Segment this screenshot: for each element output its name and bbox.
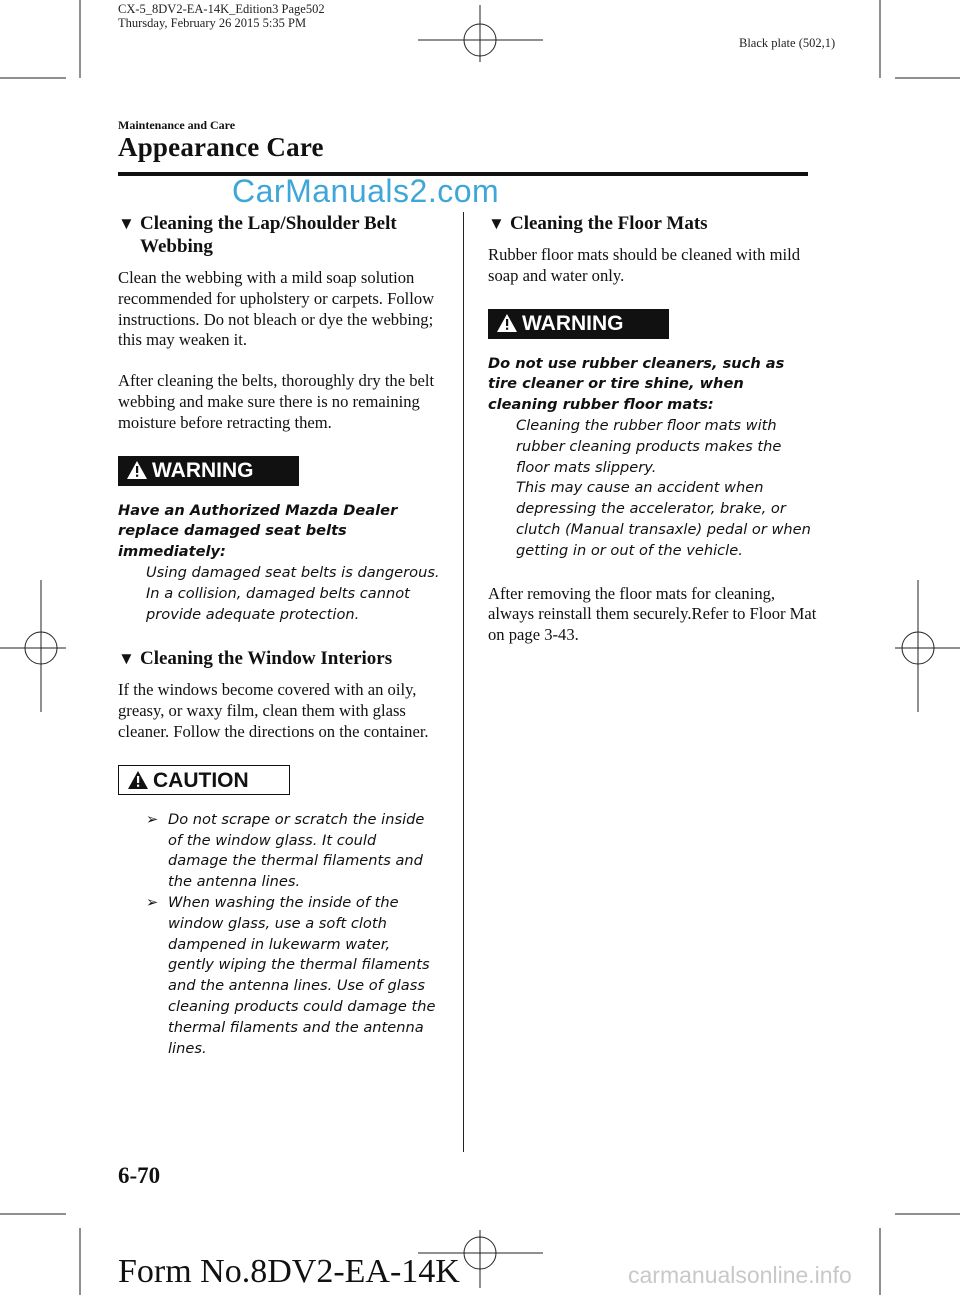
triangle-marker-icon: ▼ xyxy=(118,214,135,233)
form-number: Form No.8DV2-EA-14K xyxy=(118,1253,460,1290)
print-file-line: CX-5_8DV2-EA-14K_Edition3 Page502 xyxy=(118,2,325,16)
belt-warning-bold: Have an Authorized Mazda Dealer replace damaged seat belts immediately: xyxy=(118,501,398,561)
belt-warning-body: Using damaged seat belts is dangerous. In a collision, damaged belts cannot provide adequate protection. xyxy=(146,563,440,623)
mats-warning-body-2: This may cause an accident when depressing the accelerator, brake, or clutch (Manual transaxle) pedal or when getting in or out of the vehicle. xyxy=(516,479,811,559)
belt-paragraph-1: Clean the webbing with a mild soap solution recommended for upholstery or carpets. Follow instructions. Do not bleach or dye the webbing; this may weaken it. xyxy=(118,268,435,350)
caution-bullet-2: ➢ When washing the inside of the window glass, use a soft cloth dampened in lukewarm water, gently wiping the thermal filaments and the antenna lines. Use of glass cleaning products could damage the thermal filaments and the antenna lines. xyxy=(146,893,436,1057)
print-plate: Black plate (502,1) xyxy=(739,36,836,50)
arrow-bullet-icon: ➢ xyxy=(146,893,159,911)
warning-label: WARNING xyxy=(152,458,254,482)
caution-label: CAUTION xyxy=(153,768,249,792)
column-divider xyxy=(463,212,464,1152)
caution-badge xyxy=(118,765,290,795)
warning-badge xyxy=(118,456,299,486)
triangle-marker-icon: ▼ xyxy=(488,214,505,233)
caution-bullet-1: ➢ Do not scrape or scratch the inside of the window glass. It could damage the thermal filaments and the antenna lines. xyxy=(146,810,425,891)
window-heading xyxy=(118,647,440,670)
warning-label: WARNING xyxy=(522,311,624,335)
mats-paragraph-1: Rubber floor mats should be cleaned with mild soap and water only. xyxy=(488,245,800,285)
right-column xyxy=(488,212,818,666)
warning-icon xyxy=(496,313,518,333)
section-label: Maintenance and Care xyxy=(118,118,236,132)
belt-paragraph-2: After cleaning the belts, thoroughly dry the belt webbing and make sure there is no remaining moisture before retracting them. xyxy=(118,371,435,432)
triangle-marker-icon: ▼ xyxy=(118,649,135,669)
caution-icon xyxy=(127,770,149,790)
window-heading-text: Cleaning the Window Interiors xyxy=(140,648,393,670)
mats-heading-text: Cleaning the Floor Mats xyxy=(510,213,708,234)
page-number: 6-70 xyxy=(118,1163,161,1188)
mats-warning-bold: Do not use rubber cleaners, such as tire cleaner or tire shine, when cleaning rubber floor mats: xyxy=(488,354,785,414)
arrow-bullet-icon: ➢ xyxy=(146,810,159,828)
footer-watermark: carmanualsonline.info xyxy=(628,1262,852,1288)
mats-heading xyxy=(488,212,818,235)
warning-badge xyxy=(488,309,669,339)
watermark: CarManuals2.com xyxy=(232,173,500,209)
page-title: Appearance Care xyxy=(118,132,324,162)
warning-icon xyxy=(126,460,148,480)
belt-heading-text: Cleaning the Lap/Shoulder Belt Webbing xyxy=(140,213,397,257)
left-column xyxy=(118,212,440,1059)
belt-heading xyxy=(118,212,440,258)
mats-warning-body-1: Cleaning the rubber floor mats with rubber cleaning products makes the floor mats slippery. xyxy=(516,416,782,476)
mats-paragraph-2: After removing the floor mats for cleaning, always reinstall them securely.Refer to Floor Mat on page 3-43. xyxy=(488,583,817,645)
window-paragraph-1: If the windows become covered with an oily, greasy, or waxy film, clean them with glass cleaner. Follow the directions on the container. xyxy=(118,680,429,741)
print-date-line: Thursday, February 26 2015 5:35 PM xyxy=(118,16,307,30)
